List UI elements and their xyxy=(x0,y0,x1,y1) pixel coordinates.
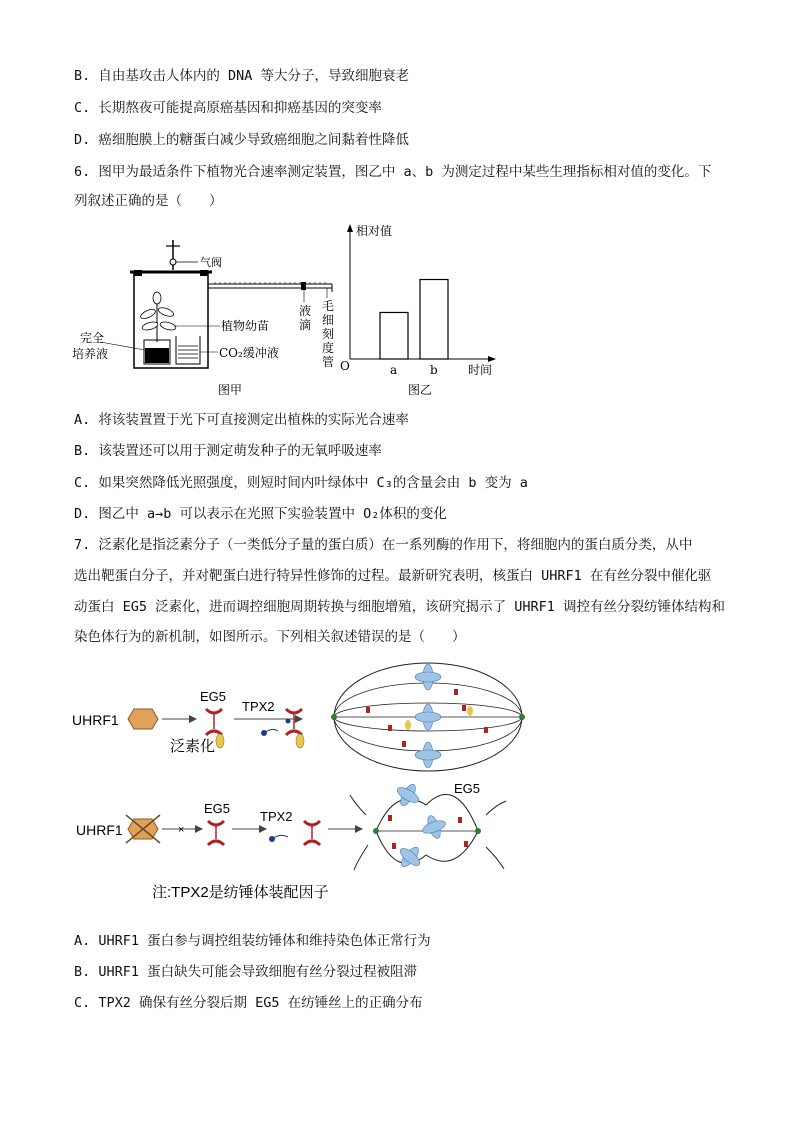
uhrf1-deleted-icon xyxy=(126,815,160,843)
eg5-free-icon xyxy=(304,821,320,845)
q7-option-a: A. UHRF1 蛋白参与调控组装纺锤体和维持染色体正常行为 xyxy=(74,933,431,949)
q7-stem-line3: 动蛋白 EG5 泛素化，进而调控细胞周期转换与细胞增殖，该研究揭示了 UHRF1 调控有丝分裂纺锤体结构和 xyxy=(74,599,726,615)
capillary-label-1: 毛 xyxy=(322,299,335,313)
bar-b xyxy=(420,280,448,359)
seedling-label: 植物幼苗 xyxy=(221,319,270,333)
q6-option-a: A. 将该装置置于光下可直接测定出植株的实际光合速率 xyxy=(74,412,409,428)
eg5-label-bottom: EG5 xyxy=(204,801,231,816)
abnormal-spindle-icon xyxy=(350,782,506,870)
eg5-label-top: EG5 xyxy=(200,689,227,704)
q6-option-d: D. 图乙中 a→b 可以表示在光照下实验装置中 O₂体积的变化 xyxy=(74,506,447,522)
origin-label: O xyxy=(340,359,350,373)
q5-option-b: B. 自由基攻击人体内的 DNA 等大分子，导致细胞衰老 xyxy=(74,68,410,84)
q6-stem-line1: 6. 图甲为最适条件下植物光合速率测定装置，图乙中 a、b 为测定过程中某些生理指标相对值的变化。下 xyxy=(74,164,712,180)
tpx2-label-top: TPX2 xyxy=(242,699,275,714)
tick-label-a: a xyxy=(390,363,398,377)
valve-label: 气阀 xyxy=(200,256,222,269)
droplet-mark xyxy=(301,282,306,290)
eg5-protein-bottom-icon xyxy=(208,821,224,845)
nutrient-label-2: 培养液 xyxy=(72,347,109,361)
tpx2-protein-bottom-icon xyxy=(269,835,288,842)
uhrf1-label-bottom: UHRF1 xyxy=(76,822,123,838)
q7-stem-line4: 染色体行为的新机制，如图所示。下列相关叙述错误的是（ ） xyxy=(74,629,466,645)
q6-option-b: B. 该装置还可以用于测定萌发种子的无氧呼吸速率 xyxy=(74,443,382,459)
nutrient-label-1: 完全 xyxy=(80,331,105,345)
q7-stem-line2: 选出靶蛋白分子，并对靶蛋白进行特异性修饰的过程。最新研究表明，核蛋白 UHRF1 在有丝分裂中催化驱 xyxy=(74,568,712,584)
capillary-label-4: 度 xyxy=(322,341,335,355)
q7-stem-line1: 7. 泛素化是指泛素分子（一类低分子量的蛋白质）在一系列酶的作用下，将细胞内的蛋白质分类，从中 xyxy=(74,537,693,553)
q5-option-d: D. 癌细胞膜上的糖蛋白减少导致癌细胞之间黏着性降低 xyxy=(74,132,409,148)
figure-note: 注:TPX2是纺锤体装配因子 xyxy=(152,884,329,901)
tick-label-b: b xyxy=(430,363,438,377)
seedling-icon xyxy=(139,292,176,342)
y-axis-label: 相对值 xyxy=(356,224,393,238)
fig-yi-caption: 图乙 xyxy=(408,383,433,397)
capillary-label-5: 管 xyxy=(322,355,335,369)
figure-uhrf1 xyxy=(66,655,536,913)
figure-yi-chart xyxy=(330,222,510,400)
capillary-label-2: 细 xyxy=(322,313,335,327)
eg5-complex-icon xyxy=(286,709,305,748)
blocked-mark: × xyxy=(178,824,185,836)
droplet-label-1: 液 xyxy=(299,304,312,318)
x-axis-label: 时间 xyxy=(468,363,493,377)
ubiquitination-label: 泛素化 xyxy=(170,737,216,755)
uhrf1-protein-icon xyxy=(128,709,158,729)
normal-spindle-icon xyxy=(331,663,525,771)
q6-option-c: C. 如果突然降低光照强度，则短时间内叶绿体中 C₃的含量会由 b 变为 a xyxy=(74,475,528,491)
bar-a xyxy=(380,312,408,359)
fig-jia-caption: 图甲 xyxy=(218,383,243,397)
q7-option-c: C. TPX2 确保有丝分裂后期 EG5 在纺锤丝上的正确分布 xyxy=(74,995,423,1011)
q6-stem-line2: 列叙述正确的是（ ） xyxy=(74,193,223,209)
tpx2-protein-icon xyxy=(261,729,278,736)
capillary-label-3: 刻 xyxy=(322,327,335,341)
q7-option-b: B. UHRF1 蛋白缺失可能会导致细胞有丝分裂过程被阻滞 xyxy=(74,964,418,980)
q5-option-c: C. 长期熬夜可能提高原癌基因和抑癌基因的突变率 xyxy=(74,100,382,116)
tpx2-label-bottom: TPX2 xyxy=(260,809,293,824)
droplet-label-2: 滴 xyxy=(299,318,312,332)
buffer-label: CO₂缓冲液 xyxy=(219,346,279,360)
figure-jia xyxy=(70,222,350,400)
eg5-label-right: EG5 xyxy=(454,781,481,796)
uhrf1-label-top: UHRF1 xyxy=(72,712,119,728)
